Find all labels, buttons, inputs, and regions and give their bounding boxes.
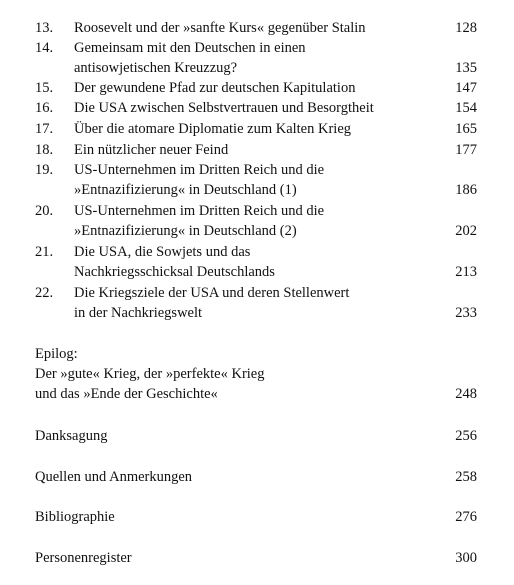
- back-matter-title: Quellen und Anmerkungen: [35, 469, 193, 485]
- page-number: 135: [455, 60, 477, 76]
- epilog-title-continuation: und das »Ende der Geschichte«: [35, 386, 218, 402]
- chapter-title: Gemeinsam mit den Deutschen in einen: [74, 40, 306, 56]
- chapter-title: Roosevelt und der »sanfte Kurs« gegenüber Stalin: [74, 20, 366, 36]
- chapter-number: 18.: [35, 142, 54, 158]
- chapter-title: Die USA, die Sowjets und das: [74, 244, 251, 260]
- page-number: 258: [455, 469, 477, 485]
- chapter-number: 20.: [35, 203, 54, 219]
- page-number: 128: [455, 20, 477, 36]
- page-number: 213: [455, 264, 477, 280]
- chapter-number: 14.: [35, 40, 54, 56]
- back-matter-title: Danksagung: [35, 428, 108, 444]
- chapter-title: Über die atomare Diplomatie zum Kalten Krieg: [74, 121, 352, 137]
- chapter-title: US-Unternehmen im Dritten Reich und die: [74, 162, 325, 178]
- page-number: 248: [455, 386, 477, 402]
- chapter-number: 22.: [35, 285, 54, 301]
- chapter-title-continuation: in der Nachkriegswelt: [74, 305, 203, 321]
- page-number: 186: [455, 182, 477, 198]
- chapter-title-continuation: Nachkriegsschicksal Deutschlands: [74, 264, 275, 280]
- chapter-title: US-Unternehmen im Dritten Reich und die: [74, 203, 325, 219]
- chapter-number: 16.: [35, 100, 54, 116]
- chapter-title-continuation: »Entnazifizierung« in Deutschland (2): [74, 223, 297, 239]
- page-number: 165: [455, 121, 477, 137]
- page-number: 202: [455, 223, 477, 239]
- chapter-title-continuation: antisowjetischen Kreuzzug?: [74, 60, 238, 76]
- page-number: 233: [455, 305, 477, 321]
- page-number: 300: [455, 550, 477, 566]
- page-number: 147: [455, 80, 477, 96]
- chapter-title: Der gewundene Pfad zur deutschen Kapitulation: [74, 80, 356, 96]
- chapter-title: Ein nützlicher neuer Feind: [74, 142, 229, 158]
- chapter-title: Die Kriegsziele der USA und deren Stellenwert: [74, 285, 350, 301]
- page-number: 256: [455, 428, 477, 444]
- page-number: 276: [455, 509, 477, 525]
- page-number: 177: [455, 142, 477, 158]
- chapter-number: 15.: [35, 80, 54, 96]
- chapter-number: 13.: [35, 20, 54, 36]
- chapter-title-continuation: »Entnazifizierung« in Deutschland (1): [74, 182, 297, 198]
- chapter-title: Die USA zwischen Selbstvertrauen und Besorgtheit: [74, 100, 374, 116]
- epilog-heading: Epilog:: [35, 346, 78, 362]
- chapter-number: 19.: [35, 162, 54, 178]
- chapter-number: 21.: [35, 244, 54, 260]
- back-matter-title: Personenregister: [35, 550, 132, 566]
- chapter-number: 17.: [35, 121, 54, 137]
- page-number: 154: [455, 100, 477, 116]
- epilog-title: Der »gute« Krieg, der »perfekte« Krieg: [35, 366, 265, 382]
- back-matter-title: Bibliographie: [35, 509, 115, 525]
